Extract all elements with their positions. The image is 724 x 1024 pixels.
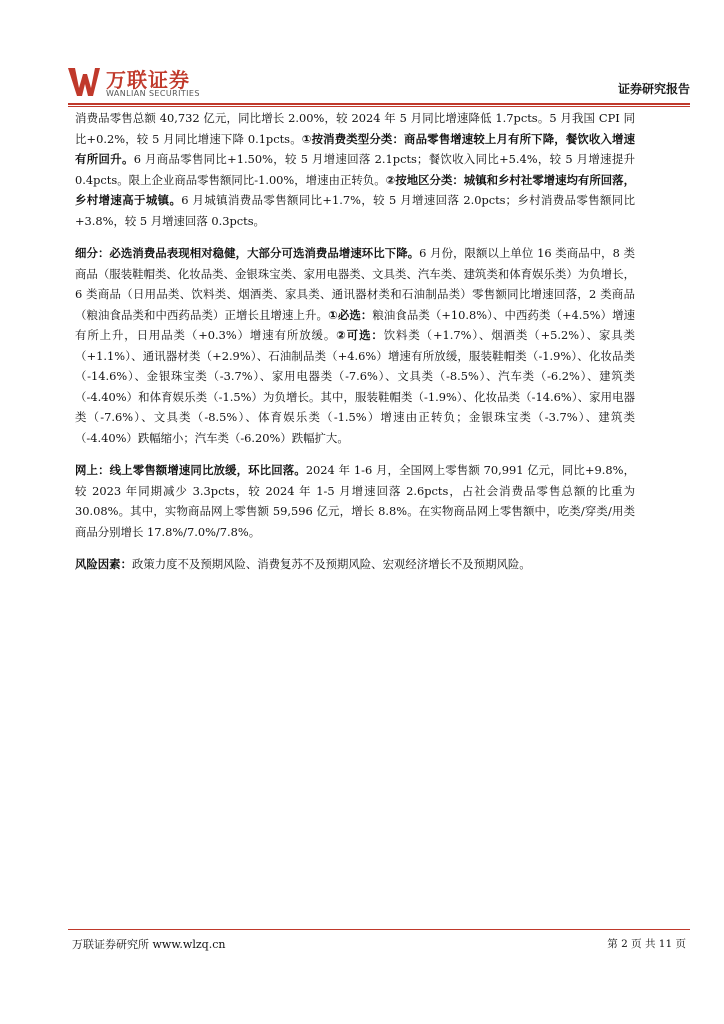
bold-heading-category: 细分：必选消费品表现相对稳健，大部分可选消费品增速环比下降。 — [75, 246, 420, 260]
logo-english-name: WANLIAN SECURITIES — [106, 89, 200, 98]
paragraph-text: 饮料类（+1.7%）、烟酒类（+5.2%）、家具类（+1.1%）、通讯器材类（+2.9%）、石油制品类（+4.6%）增速有所放缓，服装鞋帽类（-1.9%）、化妆品类（-14.6%）、金银珠宝类（-3.7%）、家用电器类（-7.6%）、文具类（-8.5%）、汽车类（-6.2%）、建筑类（-4.40%）和体育娱乐类（-1.5%）为负增长。其中，服装鞋帽类（-1.9%）、化妆品类（-14.6%）、家用电器类（-7.6%）、文具类（-8.5%）、体育娱乐类（-1.5%）增速由正转负；金银珠宝类（-3.7%）、建筑类（-4.40%）跌幅缩小；汽车类（-6.20%）跌幅扩大。 — [75, 328, 635, 445]
logo-chinese-name: 万联证券 — [106, 68, 190, 92]
bold-heading-risk: 风险因素： — [75, 557, 132, 571]
bold-heading-essential: ①必选： — [328, 307, 373, 322]
bold-heading-consumption-type: ①按消费类型分类：商品零售增速较上月有所下降，餐饮收入增速有所回升。 — [75, 131, 635, 166]
paragraph-risk-factors — [75, 554, 635, 575]
bold-heading-region: ②按地区分类：城镇和乡村社零增速均有所回落，乡村增速高于城镇。 — [75, 172, 635, 207]
paragraph-text: 2024 年 1-6 月，全国网上零售额 70,991 亿元，同比+9.8%，较 2023 年同期减少 3.3pcts，较 2024 年 1-5 月增速回落 2.6pcts，占社会消费品零售总额的比重为 30.08%。其中，实物商品网上零售额 59,596 亿元，增长 8.8%。在实物商品网上零售额中，吃类/穿类/用类商品分别增长 17.8%/7.0%/7.8%。 — [75, 463, 635, 539]
bold-heading-discretionary: ②可选： — [336, 328, 384, 342]
footer-divider — [68, 929, 690, 930]
paragraph-online-retail — [75, 460, 635, 542]
company-logo — [68, 66, 218, 100]
report-type-label: 证券研究报告 — [617, 82, 690, 96]
bold-heading-online: 网上：线上零售额增速同比放缓，环比回落。 — [75, 463, 306, 477]
page-number: 第 2 页 共 11 页 — [607, 938, 686, 950]
paragraph-text: 粮油食品类（+10.8%）、中西药类（+4.5%）增速有所上升，日用品类（+0.3%）增速有所放缓。 — [75, 307, 635, 342]
report-body — [75, 108, 635, 587]
paragraph-text: 6 月城镇消费品零售额同比+1.7%，较 5 月增速回落 2.0pcts；乡村消费品零售额同比+3.8%，较 5 月增速回落 0.3pcts。 — [75, 193, 635, 228]
footer-source: 万联证券研究所 www.wlzq.cn — [72, 938, 226, 951]
paragraph-text: 政策力度不及预期风险、消费复苏不及预期风险、宏观经济增长不及预期风险。 — [131, 557, 531, 571]
paragraph-text: 消费品零售总额 40,732 亿元，同比增长 2.00%，较 2024 年 5 月同比增速降低 1.7pcts。5 月我国 CPI 同比+0.2%，较 5 月同比增速下降 0.1pcts。 — [75, 111, 635, 146]
wanlian-logo-icon — [68, 66, 100, 98]
header-divider — [68, 103, 690, 105]
paragraph-category-breakdown — [75, 243, 635, 448]
paragraph-text: 6 月商品零售同比+1.50%，较 5 月增速回落 2.1pcts；餐饮收入同比+5.4%，较 5 月增速提升 0.4pcts。限上企业商品零售额同比-1.00%，增速由正转负。 — [75, 152, 635, 187]
page-header — [68, 62, 690, 102]
header-divider-thin — [68, 106, 690, 107]
paragraph-text: 6 月份，限额以上单位 16 类商品中，8 类商品（服装鞋帽类、化妆品类、金银珠宝类、家用电器类、文具类、汽车类、建筑类和体育娱乐类）为负增长，6 类商品（日用品类、饮料类、烟酒类、家具类、通讯器材类和石油制品类）零售额同比增速回落，2 类商品（粮油食品类和中西药品类）正增长且增速上升。 — [75, 246, 635, 322]
paragraph-consumption-overview — [75, 108, 635, 231]
